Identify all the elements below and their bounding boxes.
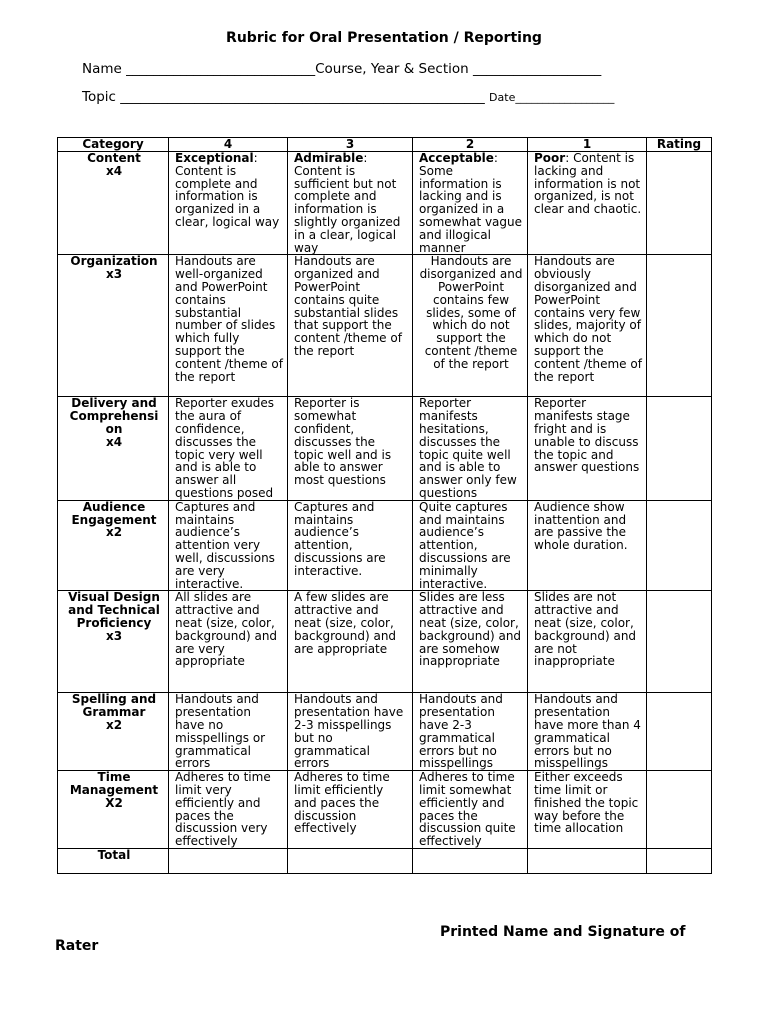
criteria-text: Reporter is somewhat confident, discusses the topic well and is able to answer most questions [294,396,392,488]
category-name: Content [87,151,141,165]
criteria-text: Handouts are disorganized and PowerPoint contains few slides, some of which do not support the content /theme of the report [419,254,523,371]
criteria-cell [413,500,528,591]
criteria-cell [413,591,528,693]
criteria-text: Slides are less attractive and neat (size, color, background) and are somehow inappropriate [419,590,522,669]
criteria-text: Audience show inattention and are passive the whole duration. [534,500,628,553]
total-cell [528,848,647,873]
criteria-cell: Acceptable: Some information is lacking and is organized in a somewhat vague and illogical manner [413,152,528,255]
criteria-text: Content is sufficient but not complete and information is slightly organized in a clear, logical way [294,163,401,255]
criteria-cell [288,500,413,591]
category-cell [58,152,169,255]
rating-cell[interactable] [647,500,712,591]
topic-date-line [82,89,614,105]
header-category: Category [58,138,169,152]
table-row [58,152,712,255]
table-row [58,255,712,397]
total-cell [413,848,528,873]
date-field-label: Date__________________ [489,91,615,104]
criteria-cell: Admirable: Content is sufficient but not complete and information is slightly organized in a clear, logical way [288,152,413,255]
criteria-text: Reporter manifests hesitations, discusses the topic quite well and is able to answer only few questions [419,396,517,500]
category-weight: X2 [105,795,123,810]
criteria-text: All slides are attractive and neat (size, color, background) and are very appropriate [175,590,278,669]
criteria-text: Adheres to time limit efficiently and paces the discussion effectively [294,770,390,836]
name-course-field-label: Name ____________________________Course, Year & Section ___________________ [82,61,602,77]
criteria-text: Slides are not attractive and neat (size, color, background) and are not inappropriate [534,590,637,669]
criteria-cell [169,591,288,693]
rating-cell[interactable] [647,693,712,771]
criteria-text: A few slides are attractive and neat (size, color, background) and are appropriate [294,590,397,656]
table-row [58,397,712,500]
criteria-cell [413,255,528,397]
level-label: Acceptable [419,151,494,165]
category-weight: x3 [105,267,123,282]
criteria-text: Either exceeds time limit or finished the topic way before the time allocation [534,770,639,836]
level-label: Poor [534,151,566,165]
criteria-text: Reporter exudes the aura of confidence, discusses the topic very well and is able to answer all questions posed [175,396,275,500]
level-label: Exceptional [175,151,254,165]
category-cell [58,255,169,397]
criteria-cell [288,591,413,693]
criteria-text: Handouts and presentation have 2-3 misspellings but no grammatical errors [294,692,404,771]
header-level-4: 4 [169,138,288,152]
total-rating-cell[interactable] [647,848,712,873]
name-course-line [82,61,601,77]
category-cell [58,591,169,693]
category-name: Delivery and Comprehensi on [69,396,159,436]
criteria-cell [288,397,413,500]
criteria-cell [528,397,647,500]
category-weight: x4 [105,163,123,178]
criteria-text: Handouts are organized and PowerPoint contains quite substantial slides that support the content /theme of the report [294,254,402,358]
rubric-body [58,152,712,874]
category-name: Spelling and Grammar [71,692,157,720]
criteria-cell: Exceptional: Content is complete and information is organized in a clear, logical way [169,152,288,255]
total-label: Total [58,848,169,873]
rater-label: Rater [55,938,99,954]
criteria-cell [169,397,288,500]
header-level-2: 2 [413,138,528,152]
rating-cell[interactable] [647,591,712,693]
document-title: Rubric for Oral Presentation / Reporting [226,30,542,46]
criteria-cell [528,591,647,693]
rubric-table [57,137,712,874]
criteria-text: Some information is lacking and is organized in a somewhat vague and illogical manner [419,163,523,255]
criteria-cell [288,771,413,849]
criteria-text: Handouts are well-organized and PowerPoint contains substantial number of slides which fully support the content /theme of the report [175,254,283,384]
criteria-cell [288,693,413,771]
criteria-cell [528,500,647,591]
category-weight: x4 [105,434,123,449]
header-rating: Rating [647,138,712,152]
level-label: Admirable [294,151,364,165]
criteria-text: Content is complete and information is organized in a clear, logical way [175,163,280,229]
category-cell [58,500,169,591]
rating-cell[interactable] [647,771,712,849]
rating-cell[interactable] [647,397,712,500]
category-weight: x3 [105,628,123,643]
criteria-text: Reporter manifests stage fright and is unable to discuss the topic and answer questions [534,396,640,475]
criteria-cell [169,771,288,849]
category-cell [58,397,169,500]
criteria-cell [528,255,647,397]
category-name: Organization [70,254,158,269]
criteria-text: Handouts and presentation have more than 4 grammatical errors but no misspellings [534,692,641,771]
criteria-text: Content is lacking and information is not organized, is not clear and chaotic. [534,151,642,217]
table-row [58,693,712,771]
table-row [58,591,712,693]
category-name: Time Management [69,770,159,797]
criteria-cell [528,693,647,771]
category-weight: x2 [105,717,123,732]
category-cell [58,771,169,849]
criteria-cell [169,693,288,771]
rating-cell[interactable] [647,152,712,255]
category-weight: x2 [105,525,123,540]
criteria-cell [169,255,288,397]
category-cell [58,693,169,771]
criteria-cell [288,255,413,397]
criteria-text: Captures and maintains audience’s attention very well, discussions are very interactive. [175,500,275,591]
table-row [58,771,712,849]
criteria-text: Quite captures and maintains audience’s attention, discussions are minimally interactive. [419,500,511,591]
criteria-cell [169,500,288,591]
topic-field-label: Topic ______________________________________________________ [82,89,485,105]
criteria-cell [413,771,528,849]
criteria-cell: Poor: Content is lacking and information is not organized, is not clear and chaotic. [528,152,647,255]
criteria-text: Captures and maintains audience’s attention, discussions are interactive. [294,500,386,578]
criteria-cell [413,693,528,771]
criteria-text: Handouts are obviously disorganized and PowerPoint contains very few slides, majority of which do not support the content /theme of the report [534,254,642,384]
criteria-text: Handouts and presentation have 2-3 grammatical errors but no misspellings [419,692,503,771]
total-row [58,848,712,873]
table-row [58,500,712,591]
criteria-text: Adheres to time limit very efficiently and paces the discussion very effectively [175,770,271,849]
header-row [58,138,712,152]
category-name: Visual Design and Technical Proficiency [68,590,160,630]
total-cell [288,848,413,873]
category-name: Audience Engagement [71,500,157,527]
criteria-text: Adheres to time limit somewhat efficiently and paces the discussion quite effectively [419,770,516,849]
criteria-cell [413,397,528,500]
criteria-cell [528,771,647,849]
criteria-text: Handouts and presentation have no misspellings or grammatical errors [175,692,266,771]
signature-label: Printed Name and Signature of [440,924,686,940]
header-level-3: 3 [288,138,413,152]
rating-cell[interactable] [647,255,712,397]
header-level-1: 1 [528,138,647,152]
total-cell [169,848,288,873]
